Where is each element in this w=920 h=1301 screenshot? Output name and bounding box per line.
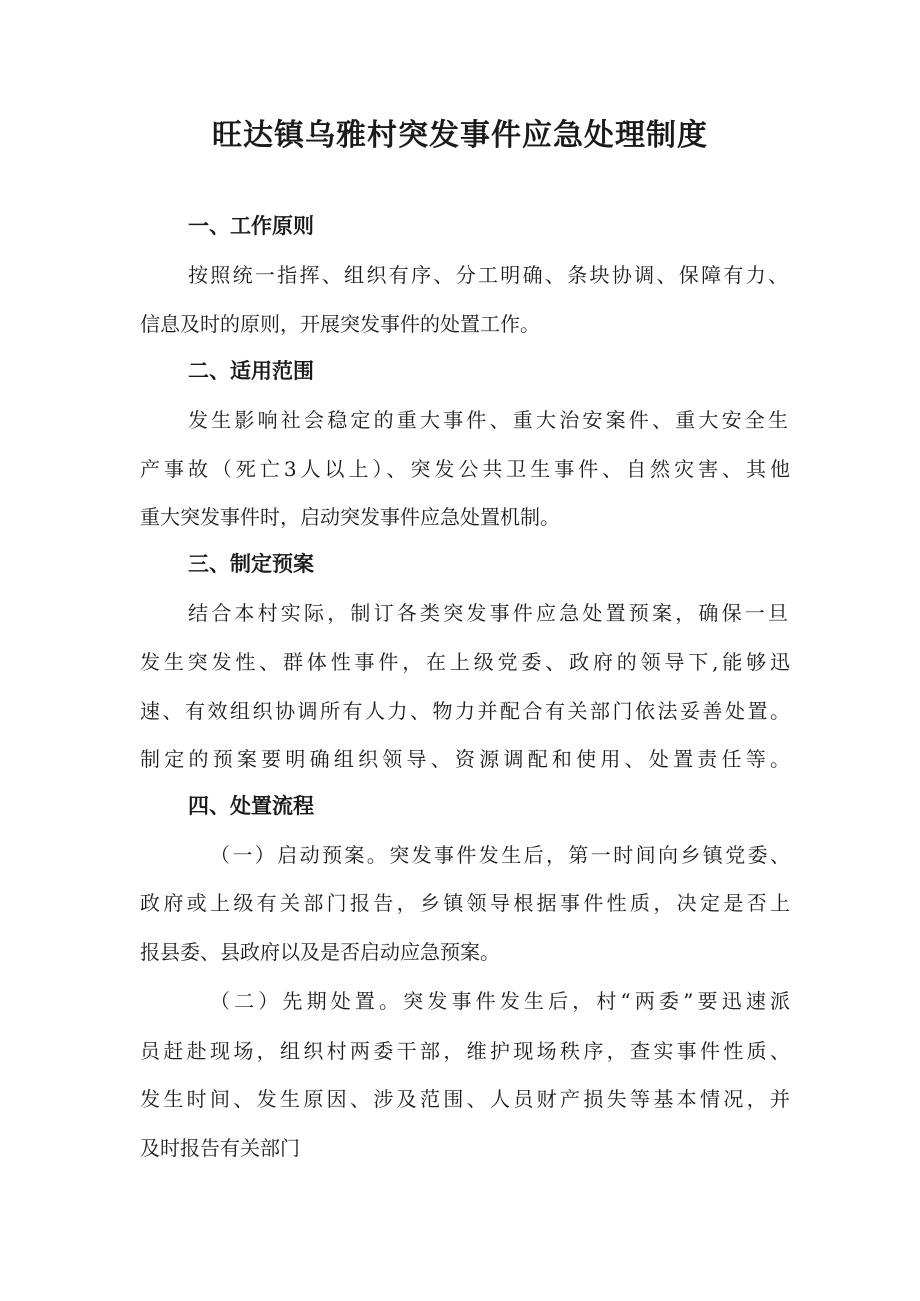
paragraph-line: 重大突发事件时，启动突发事件应急处置机制。 [140,505,560,529]
paragraph-line: （二）先期处置。突发事件发生后，村“两委”要迅速派 [210,989,790,1013]
paragraph-line: 制定的预案要明确组织领导、资源调配和使用、处置责任等。 [140,747,790,771]
paragraph-line: 政府或上级有关部门报告，乡镇领导根据事件性质，决定是否上 [140,891,790,915]
paragraph-line: 产事故（死亡3人以上）、突发公共卫生事件、自然灾害、其他 [140,457,790,481]
paragraph-line: 发生时间、发生原因、涉及范围、人员财产损失等基本情况，并 [140,1087,790,1111]
paragraph-line: 及时报告有关部门 [140,1136,300,1160]
paragraph-line: 按照统一指挥、组织有序、分工明确、条块协调、保障有力、 [188,263,788,287]
paragraph-line: 发生突发性、群体性事件，在上级党委、政府的领导下,能够迅 [140,650,790,674]
paragraph-line: 报县委、县政府以及是否启动应急预案。 [140,940,500,964]
section-heading-principles: 一、工作原则 [188,214,314,238]
section-heading-process: 四、处置流程 [188,794,314,818]
section-heading-plans: 三、制定预案 [188,552,314,576]
paragraph-line: （一）启动预案。突发事件发生后，第一时间向乡镇党委、 [210,843,790,867]
document-title: 旺达镇乌雅村突发事件应急处理制度 [212,118,708,153]
paragraph-line: 员赶赴现场，组织村两委干部，维护现场秩序，查实事件性质、 [140,1039,790,1063]
paragraph-line: 发生影响社会稳定的重大事件、重大治安案件、重大安全生 [188,408,788,432]
paragraph-line: 速、有效组织协调所有人力、物力并配合有关部门依法妥善处置。 [140,699,790,723]
section-heading-scope: 二、适用范围 [188,359,314,383]
paragraph-line: 信息及时的原则，开展突发事件的处置工作。 [140,312,540,336]
paragraph-line: 结合本村实际，制订各类突发事件应急处置预案，确保一旦 [188,601,788,625]
